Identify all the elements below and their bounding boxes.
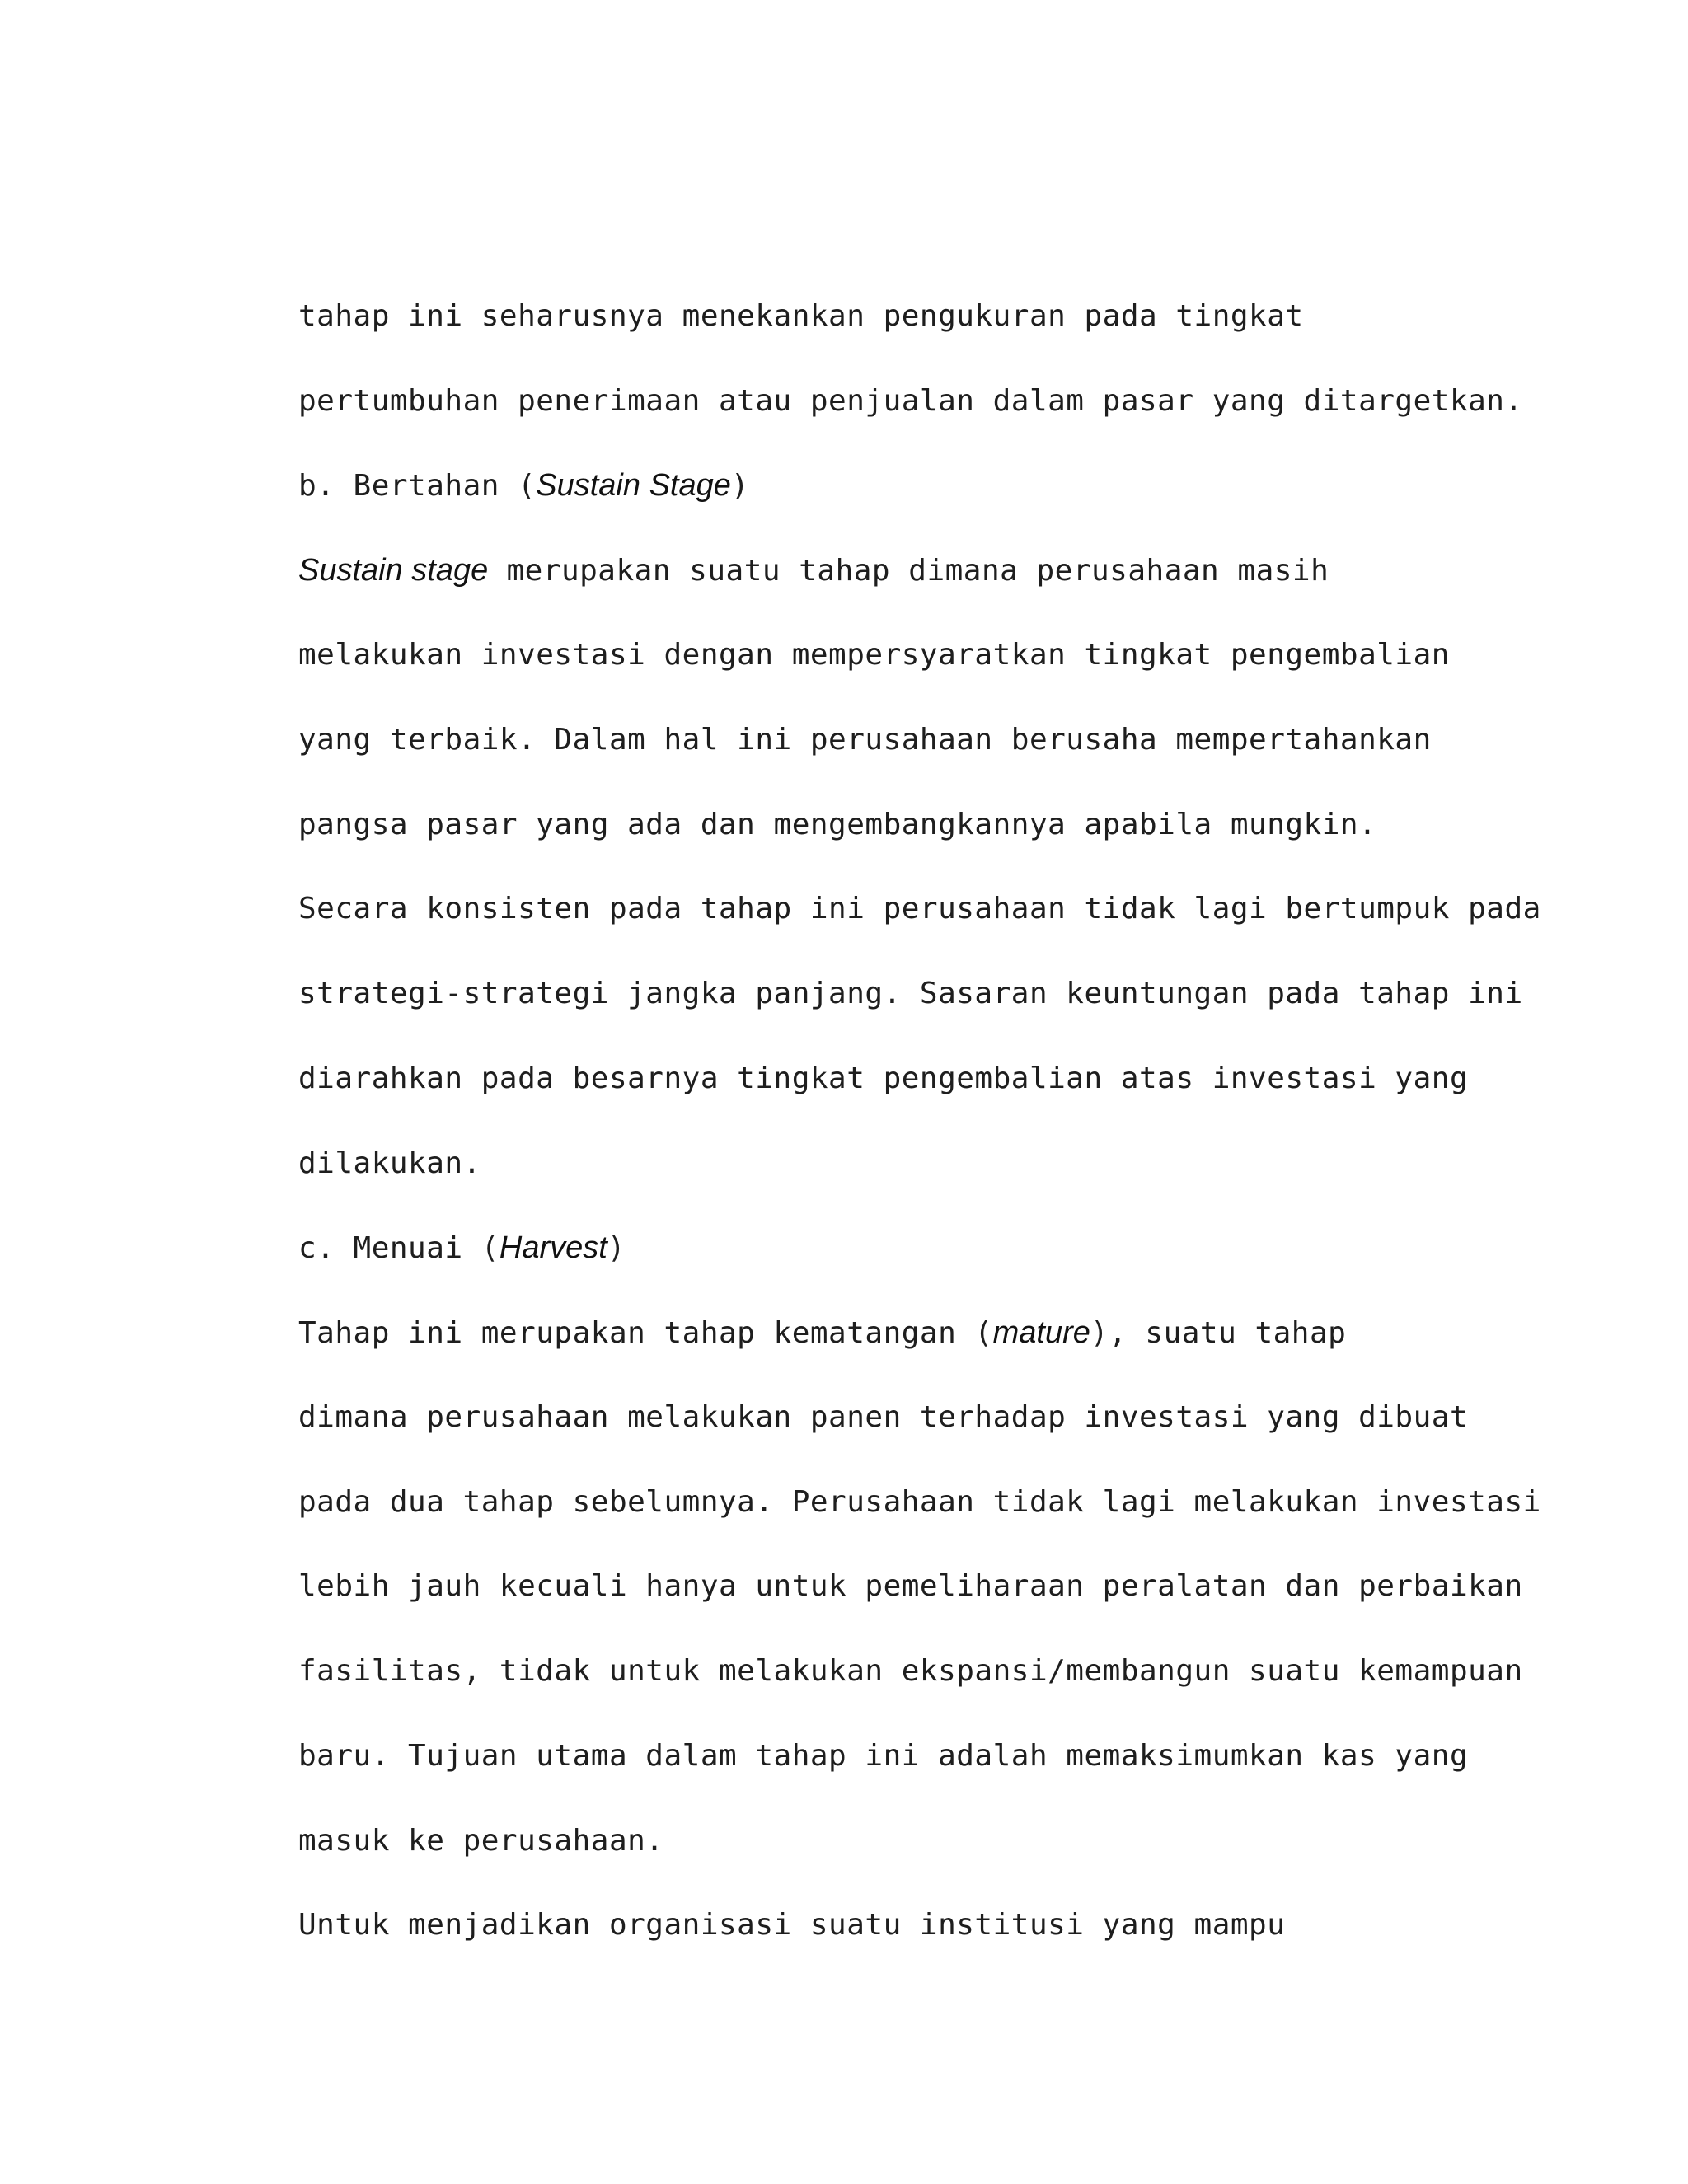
text-run: Secara konsisten pada tahap ini perusahaan tidak lagi bertumpuk pada <box>298 892 1541 926</box>
text-line <box>298 1738 1468 1774</box>
text-line <box>298 1907 1285 1943</box>
text-run: ) <box>607 1231 626 1265</box>
text-line <box>298 976 1523 1012</box>
text-line <box>298 1061 1468 1097</box>
text-run: masuk ke perusahaan. <box>298 1824 664 1858</box>
text-line <box>298 1399 1468 1436</box>
text-run: baru. Tujuan utama dalam tahap ini adalah memaksimumkan kas yang <box>298 1739 1469 1773</box>
text-run: pertumbuhan penerimaan atau penjualan dalam pasar yang ditargetkan. <box>298 384 1523 418</box>
italic-term: mature <box>992 1315 1090 1350</box>
text-line <box>298 552 1329 589</box>
italic-term: Harvest <box>499 1230 607 1265</box>
text-run: melakukan investasi dengan mempersyaratkan tingkat pengembalian <box>298 638 1450 672</box>
text-line <box>298 807 1376 843</box>
text-run: c. Menuai ( <box>298 1231 499 1265</box>
section-heading-sustain <box>298 467 749 504</box>
text-line <box>298 1568 1523 1605</box>
text-run: tahap ini seharusnya menekankan pengukuran pada tingkat <box>298 299 1304 333</box>
text-run: fasilitas, tidak untuk melakukan ekspansi/membangun suatu kemampuan <box>298 1654 1523 1688</box>
text-run: dimana perusahaan melakukan panen terhadap investasi yang dibuat <box>298 1400 1469 1434</box>
text-run: b. Bertahan ( <box>298 469 537 503</box>
text-run: diarahkan pada besarnya tingkat pengembalian atas investasi yang <box>298 1062 1469 1095</box>
text-run: merupakan suatu tahap dimana perusahaan masih <box>488 554 1329 588</box>
text-line <box>298 637 1450 673</box>
text-run: yang terbaik. Dalam hal ini perusahaan berusaha mempertahankan <box>298 723 1432 757</box>
text-line <box>298 1653 1523 1690</box>
text-run: ), suatu tahap <box>1090 1316 1347 1350</box>
text-line <box>298 891 1541 927</box>
text-run: pada dua tahap sebelumnya. Perusahaan tidak lagi melakukan investasi <box>298 1485 1541 1519</box>
text-run: ) <box>730 469 750 503</box>
text-run: lebih jauh kecuali hanya untuk pemeliharaan peralatan dan perbaikan <box>298 1569 1523 1603</box>
text-line <box>298 722 1432 758</box>
text-run: Tahap ini merupakan tahap kematangan ( <box>298 1316 993 1350</box>
text-run: pangsa pasar yang ada dan mengembangkannya apabila mungkin. <box>298 808 1377 841</box>
text-line <box>298 1315 1346 1352</box>
italic-term: Sustain Stage <box>536 468 731 503</box>
section-heading-harvest <box>298 1230 626 1267</box>
text-line <box>298 383 1523 419</box>
text-run: dilakukan. <box>298 1146 481 1180</box>
text-line <box>298 298 1304 335</box>
text-run: strategi-strategi jangka panjang. Sasaran keuntungan pada tahap ini <box>298 977 1523 1010</box>
text-line <box>298 1823 663 1859</box>
text-run: Untuk menjadikan organisasi suatu institusi yang mampu <box>298 1908 1286 1942</box>
text-line <box>298 1484 1541 1521</box>
text-line <box>298 1146 481 1182</box>
italic-term: Sustain stage <box>298 553 489 588</box>
